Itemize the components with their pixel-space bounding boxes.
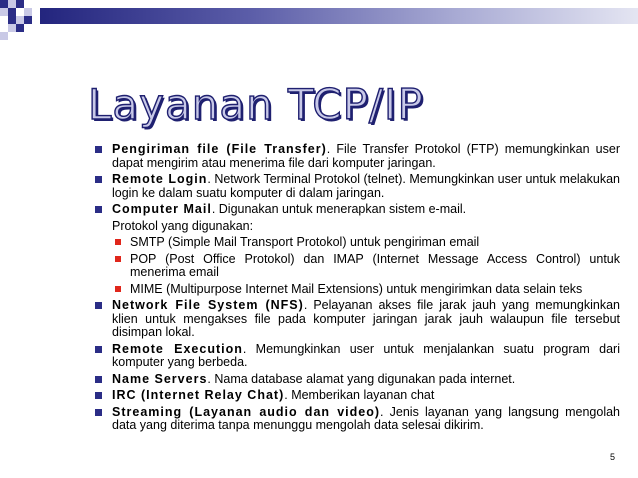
item-text: . Digunakan untuk menerapkan sistem e-mail. [211,202,467,216]
bullet-square-icon [95,346,102,353]
slide-body [95,143,620,436]
sub-item-text: MIME (Multipurpose Internet Mail Extensions) untuk mengirimkan data selain teks [130,281,583,296]
sub-list-item [95,253,620,280]
deco-square [8,16,16,24]
list-item [95,406,620,433]
item-term: Name Servers [112,371,208,386]
list-item [95,143,620,170]
page-number: 5 [610,452,616,462]
item-text: . Pelayanan akses file jarak jauh yang memungkinkan klien untuk mengakses file pada komputer jaringan jarak jauh walaupun file tersebut disimpan lokal. [112,298,620,339]
header-gradient-bar [40,8,638,24]
item-term: Remote Login [112,172,208,186]
deco-square [8,8,16,16]
deco-square [24,8,32,16]
item-term: Remote Execution [112,341,243,356]
list-item [95,343,620,370]
sub-item-text: SMTP (Simple Mail Transport Protokol) untuk pengiriman email [130,235,480,249]
bullet-square-icon [95,409,102,416]
list-item [95,299,620,340]
bullet-square-icon [95,302,102,309]
sub-list-item [95,236,620,250]
item-term: Streaming (Layanan audio dan video) [112,404,381,419]
bullet-red-square-icon [115,256,121,262]
item-text: . Nama database alamat yang digunakan pada internet. [207,371,516,386]
bullet-square-icon [95,206,102,213]
protocol-intro: Protokol yang digunakan: [112,218,254,233]
list-item [95,173,620,200]
bullet-square-icon [95,176,102,183]
item-text: . Memberikan layanan chat [284,388,435,402]
deco-square [8,24,16,32]
item-term: Network File System (NFS) [112,298,304,312]
deco-square [16,0,24,8]
item-term: Pengiriman file (File Transfer) [112,142,327,156]
list-item [95,203,620,217]
deco-square [16,24,24,32]
item-text: . File Transfer Protokol (FTP) memungkinkan user dapat mengirim atau menerima file dari komputer jaringan. [112,142,620,170]
sub-item-text: POP (Post Office Protokol) dan IMAP (Internet Message Access Control) untuk menerima email [130,251,620,279]
deco-square [16,16,24,24]
list-item [95,373,620,387]
list-item [95,389,620,403]
item-text: . Network Terminal Protokol (telnet). Memungkinkan user untuk melakukan login ke dalam suatu komputer di dalam jaringan. [112,172,620,200]
deco-square [8,0,16,8]
bullet-square-icon [95,376,102,383]
deco-square [0,0,8,8]
item-text: . Memungkinkan user untuk menjalankan suatu program dari komputer yang berbeda. [112,341,620,369]
bullet-square-icon [95,146,102,153]
bullet-square-icon [95,392,102,399]
deco-square [0,32,8,40]
deco-square [24,16,32,24]
slide-title: Layanan TCP/IP [88,80,424,129]
bullet-red-square-icon [115,286,121,292]
deco-square [0,8,8,16]
item-term: Computer Mail [112,202,212,216]
item-text: . Jenis layanan yang langsung mengolah data yang diterima tanpa menunggu mengolah data selesai dikirim. [112,404,620,432]
sub-list-item [95,283,620,297]
item-term: IRC (Internet Relay Chat) [112,388,285,402]
bullet-red-square-icon [115,239,121,245]
